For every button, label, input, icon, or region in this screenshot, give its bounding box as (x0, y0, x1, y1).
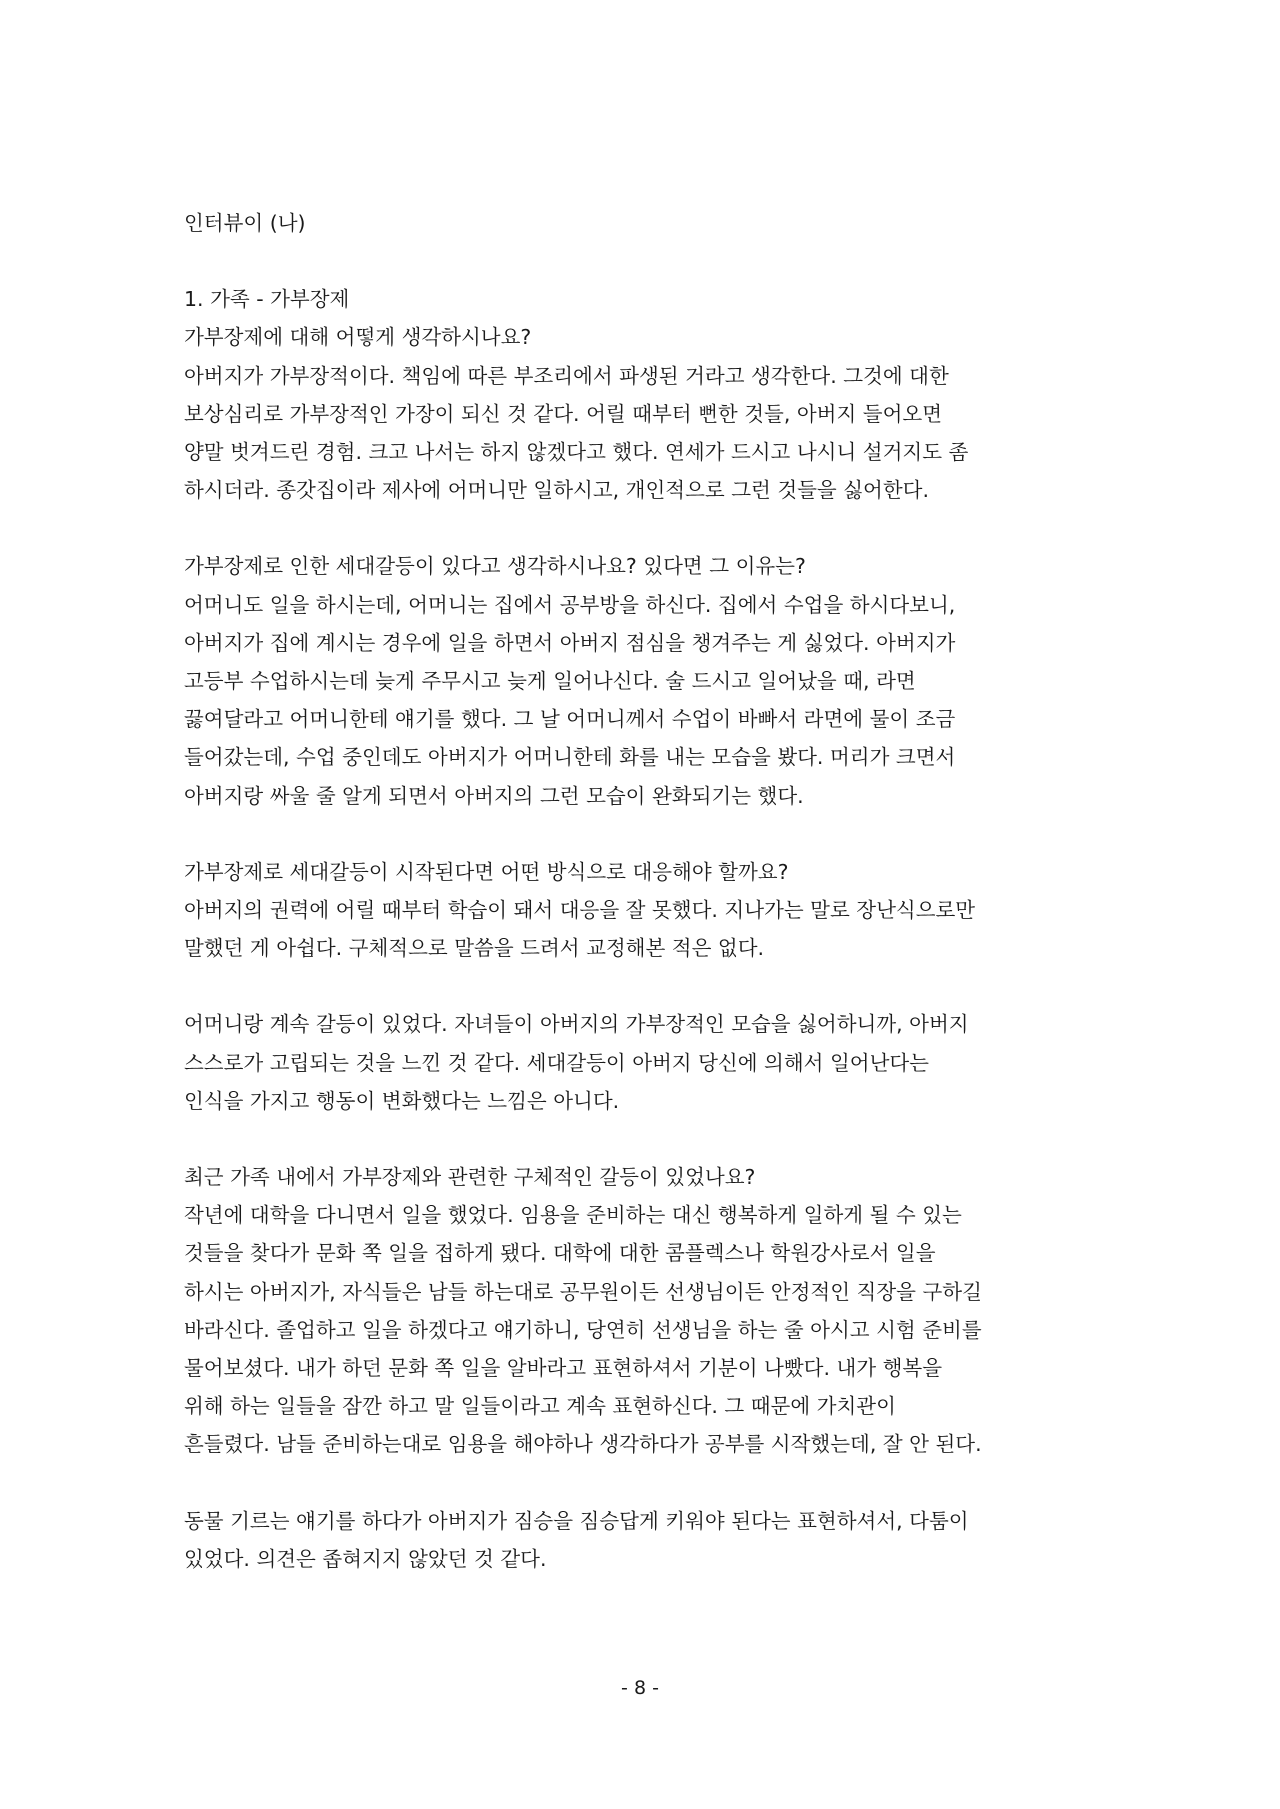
paragraph-gap (184, 815, 1104, 853)
question-text: 가부장제로 세대갈등이 시작된다면 어떤 방식으로 대응해야 할까요? (184, 859, 789, 884)
answer-line: 위해 하는 일들을 잠깐 하고 말 일들이라고 계속 표현하신다. 그 때문에 가치관이 (184, 1394, 896, 1419)
answer-line: 어머니도 일을 하시는데, 어머니는 집에서 공부방을 하신다. 집에서 수업을 하시다보니, (184, 592, 956, 617)
answer-paragraph (184, 1502, 1104, 1578)
qa-block (184, 1005, 1104, 1120)
answer-paragraph (184, 1196, 1104, 1463)
section-heading: 1. 가족 - 가부장제 (184, 287, 350, 312)
answer-line: 아버지가 집에 계시는 경우에 일을 하면서 아버지 점심을 챙겨주는 게 싫었다. 아버지가 (184, 630, 956, 655)
paragraph-gap (184, 509, 1104, 547)
answer-line: 양말 벗겨드린 경험. 크고 나서는 하지 않겠다고 했다. 연세가 드시고 나시니 설거지도 좀 (184, 440, 969, 465)
answer-line: 말했던 게 아쉽다. 구체적으로 말씀을 드려서 교정해본 적은 없다. (184, 936, 765, 961)
answer-line: 바라신다. 졸업하고 일을 하겠다고 얘기하니, 당연히 선생님을 하는 줄 아시고 시험 준비를 (184, 1317, 982, 1342)
answer-paragraph (184, 586, 1104, 815)
question-text: 가부장제로 인한 세대갈등이 있다고 생각하시나요? 있다면 그 이유는? (184, 554, 806, 579)
paragraph-gap (184, 1464, 1104, 1502)
answer-line: 들어갔는데, 수업 중인데도 아버지가 어머니한테 화를 내는 모습을 봤다. 머리가 크면서 (184, 745, 956, 770)
answer-line: 보상심리로 가부장적인 가장이 되신 것 같다. 어릴 때부터 뻔한 것들, 아버지 들어오면 (184, 401, 943, 426)
answer-line: 아버지가 가부장적이다. 책임에 따른 부조리에서 파생된 거라고 생각한다. 그것에 대한 (184, 363, 949, 388)
answer-line: 끓여달라고 어머니한테 얘기를 했다. 그 날 어머니께서 수업이 바빠서 라면에 물이 조금 (184, 707, 956, 732)
answer-line: 하시더라. 종갓집이라 제사에 어머니만 일하시고, 개인적으로 그런 것들을 싫어한다. (184, 478, 929, 503)
answer-line: 인식을 가지고 행동이 변화했다는 느낌은 아니다. (184, 1088, 620, 1113)
question-text: 최근 가족 내에서 가부장제와 관련한 구체적인 갈등이 있었나요? (184, 1165, 756, 1190)
answer-line: 스스로가 고립되는 것을 느낀 것 같다. 세대갈등이 아버지 당신에 의해서 일어난다는 (184, 1050, 929, 1075)
answer-line: 아버지랑 싸울 줄 알게 되면서 아버지의 그런 모습이 완화되기는 했다. (184, 783, 804, 808)
qa-block (184, 853, 1104, 968)
answer-line: 물어보셨다. 내가 하던 문화 쪽 일을 알바라고 표현하셔서 기분이 나빴다. 내가 행복을 (184, 1356, 943, 1381)
answer-paragraph (184, 1005, 1104, 1120)
page-number: - 8 - (621, 1677, 659, 1699)
answer-line: 하시는 아버지가, 자식들은 남들 하는대로 공무원이든 선생님이든 안정적인 직장을 구하길 (184, 1279, 982, 1304)
answer-line: 고등부 수업하시는데 늦게 주무시고 늦게 일어나신다. 술 드시고 일어났을 때, 라면 (184, 669, 916, 694)
qa-block (184, 1158, 1104, 1464)
paragraph-gap (184, 1120, 1104, 1158)
answer-line: 있었다. 의견은 좁혀지지 않았던 것 같다. (184, 1546, 547, 1571)
answer-line: 흔들렸다. 남들 준비하는대로 임용을 해야하나 생각하다가 공부를 시작했는데, 잘 안 된다. (184, 1432, 982, 1457)
answer-paragraph (184, 357, 1104, 510)
answer-line: 작년에 대학을 다니면서 일을 했었다. 임용을 준비하는 대신 행복하게 일하게 될 수 있는 (184, 1203, 962, 1228)
qa-block (184, 547, 1104, 814)
document-body (184, 204, 1104, 1578)
answer-line: 아버지의 권력에 어릴 때부터 학습이 돼서 대응을 잘 못했다. 지나가는 말로 장난식으로만 (184, 898, 976, 923)
qa-block (184, 1502, 1104, 1578)
answer-line: 어머니랑 계속 갈등이 있었다. 자녀들이 아버지의 가부장적인 모습을 싫어하니까, 아버지 (184, 1012, 969, 1037)
question-text: 가부장제에 대해 어떻게 생각하시나요? (184, 325, 532, 350)
answer-paragraph (184, 891, 1104, 967)
qa-block (184, 318, 1104, 509)
answer-line: 것들을 찾다가 문화 쪽 일을 접하게 됐다. 대학에 대한 콤플렉스나 학원강사로서 일을 (184, 1241, 936, 1266)
paragraph-gap (184, 967, 1104, 1005)
answer-line: 동물 기르는 얘기를 하다가 아버지가 짐승을 짐승답게 키워야 된다는 표현하셔서, 다툼이 (184, 1508, 969, 1533)
interviewee-title: 인터뷰이 (나) (184, 211, 306, 235)
